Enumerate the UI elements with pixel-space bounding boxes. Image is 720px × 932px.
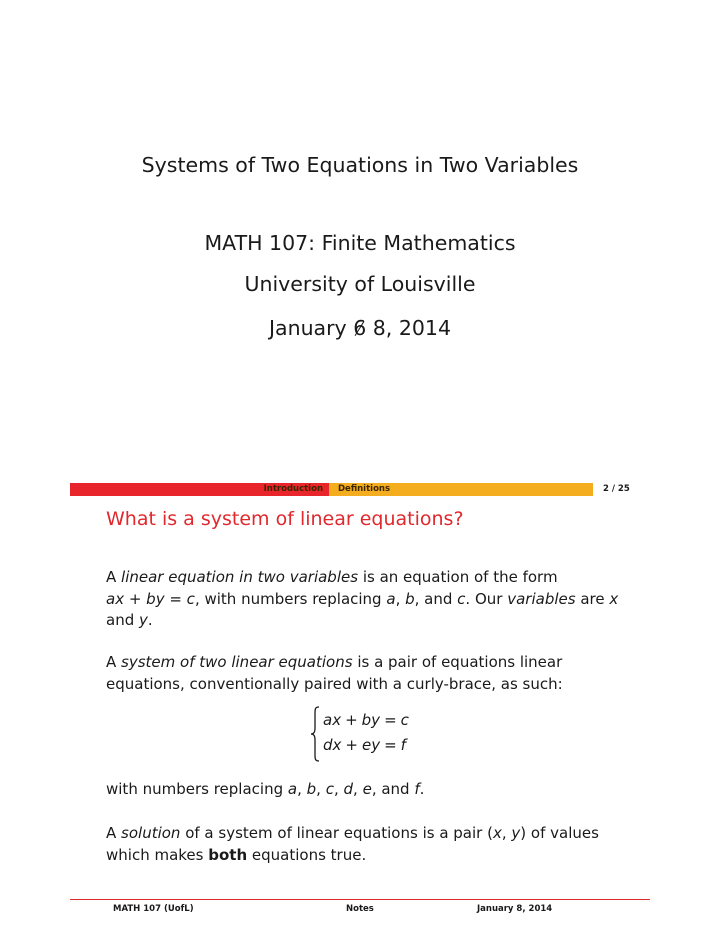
equation-2 (323, 736, 406, 754)
operator: + (345, 711, 358, 729)
variable: c (325, 780, 334, 798)
variable: y (139, 611, 148, 629)
presentation-date (0, 316, 720, 340)
term: ax (323, 711, 342, 729)
operator: = (384, 711, 397, 729)
variable: y (511, 824, 521, 842)
text-run: , (395, 589, 406, 608)
coefficients-note (106, 779, 626, 801)
operator: = (384, 736, 397, 754)
text-run: , and (414, 589, 458, 608)
variable: d (343, 780, 354, 798)
equation-1 (323, 711, 409, 729)
page-number: 2 / 25 (603, 484, 630, 494)
text-run: , (353, 780, 363, 798)
text-run: A (106, 568, 122, 586)
footer-course: MATH 107 (UofL) (113, 904, 194, 914)
text-run: , (333, 780, 344, 798)
term-solution: solution (121, 824, 181, 842)
variable: c (457, 589, 466, 608)
text-run: is a pair of equations linear (352, 653, 563, 671)
text-run: . (147, 611, 153, 629)
text-run: is an equation of the form (358, 568, 558, 586)
text-run: , (501, 824, 512, 842)
struck-date-digit: 6 (353, 316, 367, 340)
text-run: , (297, 780, 307, 798)
date-suffix: 8, 2014 (366, 316, 452, 340)
term: ey (361, 736, 381, 754)
term: f (400, 736, 406, 754)
variable: b (405, 589, 415, 608)
equation-inline: ax + by = c (106, 589, 195, 608)
text-run: , and (371, 780, 415, 798)
footer-divider (70, 899, 650, 900)
text-run: which makes (106, 845, 209, 864)
nav-section-introduction[interactable]: Introduction (263, 484, 323, 494)
nav-section-definitions[interactable]: Definitions (338, 484, 391, 494)
definition-solution (106, 823, 626, 866)
text-run: equations, conventionally paired with a curly-brace, as such: (106, 674, 563, 693)
footer-notes: Notes (346, 904, 374, 914)
course-name: MATH 107: Finite Mathematics (204, 231, 516, 255)
definition-linear-equation (106, 567, 626, 632)
variable: b (306, 780, 317, 798)
variable: x (492, 824, 502, 842)
presentation-title: Systems of Two Equations in Two Variables (141, 153, 579, 177)
term: by (361, 711, 381, 729)
footer-date: January 8, 2014 (477, 904, 553, 914)
text-run: of a system of linear equations is a pair ( (180, 824, 493, 842)
variable: e (362, 780, 372, 798)
definition-system (106, 652, 626, 695)
term-system: system of two linear equations (121, 653, 353, 671)
text-run: are (575, 589, 610, 608)
text-run: A (106, 653, 122, 671)
variable: a (287, 780, 298, 798)
text-run: , with numbers replacing (194, 589, 387, 608)
curly-brace-icon (310, 706, 320, 762)
text-run: with numbers replacing (106, 780, 288, 798)
term-variables: variables (507, 589, 576, 608)
frame-title: What is a system of linear equations? (106, 508, 464, 530)
university-name: University of Louisville (244, 272, 476, 296)
text-run: and (106, 611, 139, 629)
variable: a (386, 589, 396, 608)
term: dx (323, 736, 342, 754)
text-run: . (419, 780, 425, 798)
operator: + (345, 736, 358, 754)
text-run: . Our (465, 589, 508, 608)
text-run: equations true. (247, 845, 367, 864)
emphasis-both: both (208, 845, 248, 864)
text-run: A (106, 824, 122, 842)
text-run: ) of values (520, 824, 599, 842)
date-prefix: January (268, 316, 354, 340)
text-run: , (316, 780, 326, 798)
variable: f (414, 780, 420, 798)
term-linear-equation: linear equation in two variables (121, 568, 359, 586)
section-navbar (70, 483, 593, 496)
term: c (400, 711, 409, 729)
variable: x (609, 589, 619, 608)
